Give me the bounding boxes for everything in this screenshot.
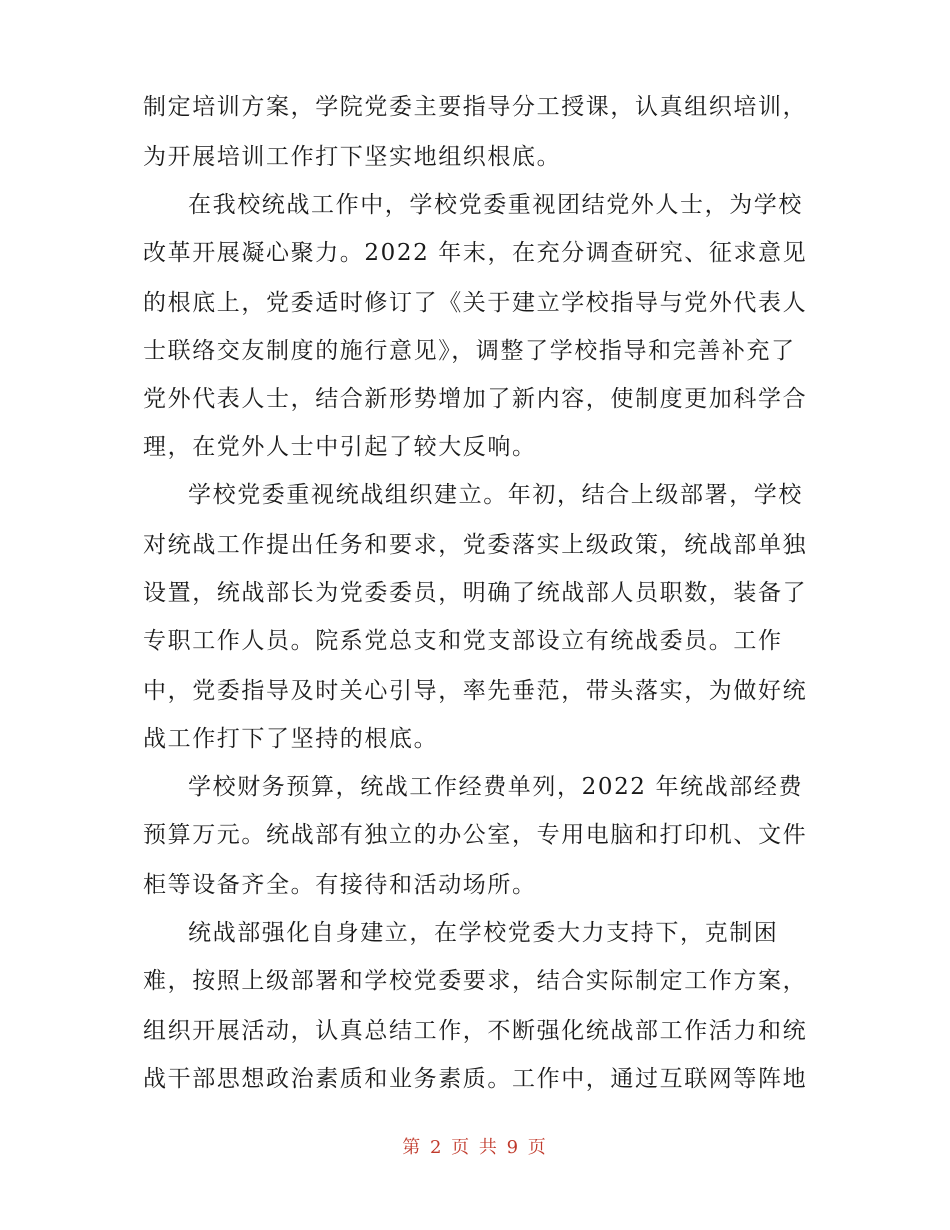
text-line: 组织开展活动，认真总结工作，不断强化统战部工作活力和统 (143, 1018, 808, 1044)
text-line: 难，按照上级部署和学校党委要求，结合实际制定工作方案， (143, 968, 808, 994)
text-line: 改革开展凝心聚力。2022 年末，在充分调查研究、征求意见 (143, 240, 808, 266)
paragraph-first-line: 学校党委重视统战组织建立。年初，结合上级部署，学校 (188, 482, 803, 508)
text-line: 制定培训方案，学院党委主要指导分工授课，认真组织培训， (143, 94, 808, 120)
text-line: 设置，统战部长为党委委员，明确了统战部人员职数，装备了 (143, 580, 808, 606)
text-line: 对统战工作提出任务和要求，党委落实上级政策，统战部单独 (143, 532, 808, 558)
text-line: 为开展培训工作打下坚实地组织根底。 (143, 144, 562, 170)
text-line: 柜等设备齐全。有接待和活动场所。 (143, 872, 537, 898)
paragraph-first-line: 学校财务预算，统战工作经费单列，2022 年统战部经费 (188, 774, 804, 800)
text-line: 党外代表人士，结合新形势增加了新内容，使制度更加科学合 (143, 386, 808, 412)
text-line: 战工作打下了坚持的根底。 (143, 726, 439, 752)
text-line: 中，党委指导及时关心引导，率先垂范，带头落实，为做好统 (143, 678, 808, 704)
text-line: 战干部思想政治素质和业务素质。工作中，通过互联网等阵地 (143, 1066, 808, 1092)
text-line: 预算万元。统战部有独立的办公室，专用电脑和打印机、文件 (143, 822, 808, 848)
page-number-footer: 第 2 页 共 9 页 (402, 1137, 548, 1158)
text-line: 的根底上，党委适时修订了《关于建立学校指导与党外代表人 (143, 290, 808, 316)
text-line: 士联络交友制度的施行意见》，调整了学校指导和完善补充了 (143, 338, 796, 364)
paragraph-first-line: 统战部强化自身建立，在学校党委大力支持下，克制困 (188, 920, 779, 946)
paragraph-first-line: 在我校统战工作中，学校党委重视团结党外人士，为学校 (188, 192, 803, 218)
text-line: 理，在党外人士中引起了较大反响。 (143, 434, 537, 460)
text-line: 专职工作人员。院系党总支和党支部设立有统战委员。工作 (143, 628, 783, 654)
